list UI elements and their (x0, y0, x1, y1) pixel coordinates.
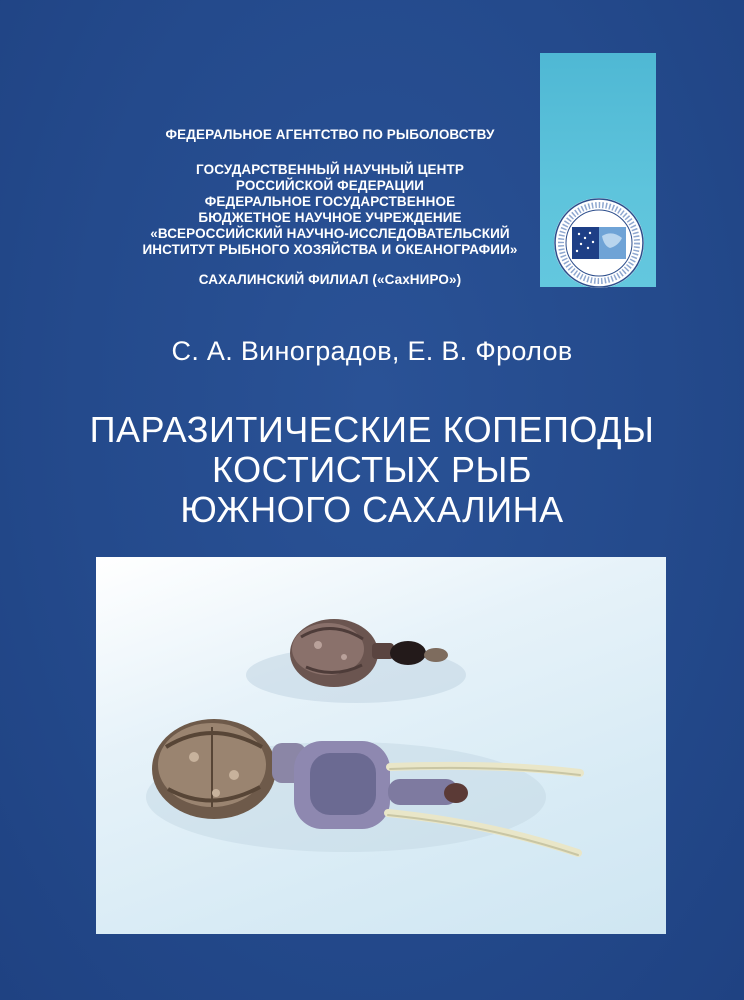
authors: С. А. Виноградов, Е. В. Фролов (171, 336, 573, 366)
copepod-photo (96, 557, 666, 934)
institute-line: ИНСТИТУТ РЫБНОГО ХОЗЯЙСТВА И ОКЕАНОГРАФИИ» (142, 242, 518, 257)
title-line: ЮЖНОГО САХАЛИНА (180, 489, 564, 530)
institute-line: РОССИЙСКОЙ ФЕДЕРАЦИИ (235, 178, 425, 193)
institute-line: «ВСЕРОССИЙСКИЙ НАУЧНО-ИССЛЕДОВАТЕЛЬСКИЙ (150, 226, 510, 241)
institute-line: ФЕДЕРАЛЬНОЕ ГОСУДАРСТВЕННОЕ (204, 194, 456, 209)
book-title (0, 410, 744, 530)
title-line: КОСТИСТЫХ РЫБ (212, 449, 532, 490)
copepod-specimens-icon (96, 557, 666, 934)
vniro-emblem-icon (552, 196, 646, 290)
institute-line: БЮДЖЕТНОЕ НАУЧНОЕ УЧРЕЖДЕНИЕ (198, 210, 462, 225)
institute-line: ГОСУДАРСТВЕННЫЙ НАУЧНЫЙ ЦЕНТР (196, 162, 464, 177)
institute-name (100, 162, 560, 258)
branch-name: САХАЛИНСКИЙ ФИЛИАЛ («СахНИРО») (198, 272, 462, 287)
agency-name: ФЕДЕРАЛЬНОЕ АГЕНТСТВО ПО РЫБОЛОВСТВУ (165, 127, 495, 142)
title-line: ПАРАЗИТИЧЕСКИЕ КОПЕПОДЫ (89, 409, 655, 450)
